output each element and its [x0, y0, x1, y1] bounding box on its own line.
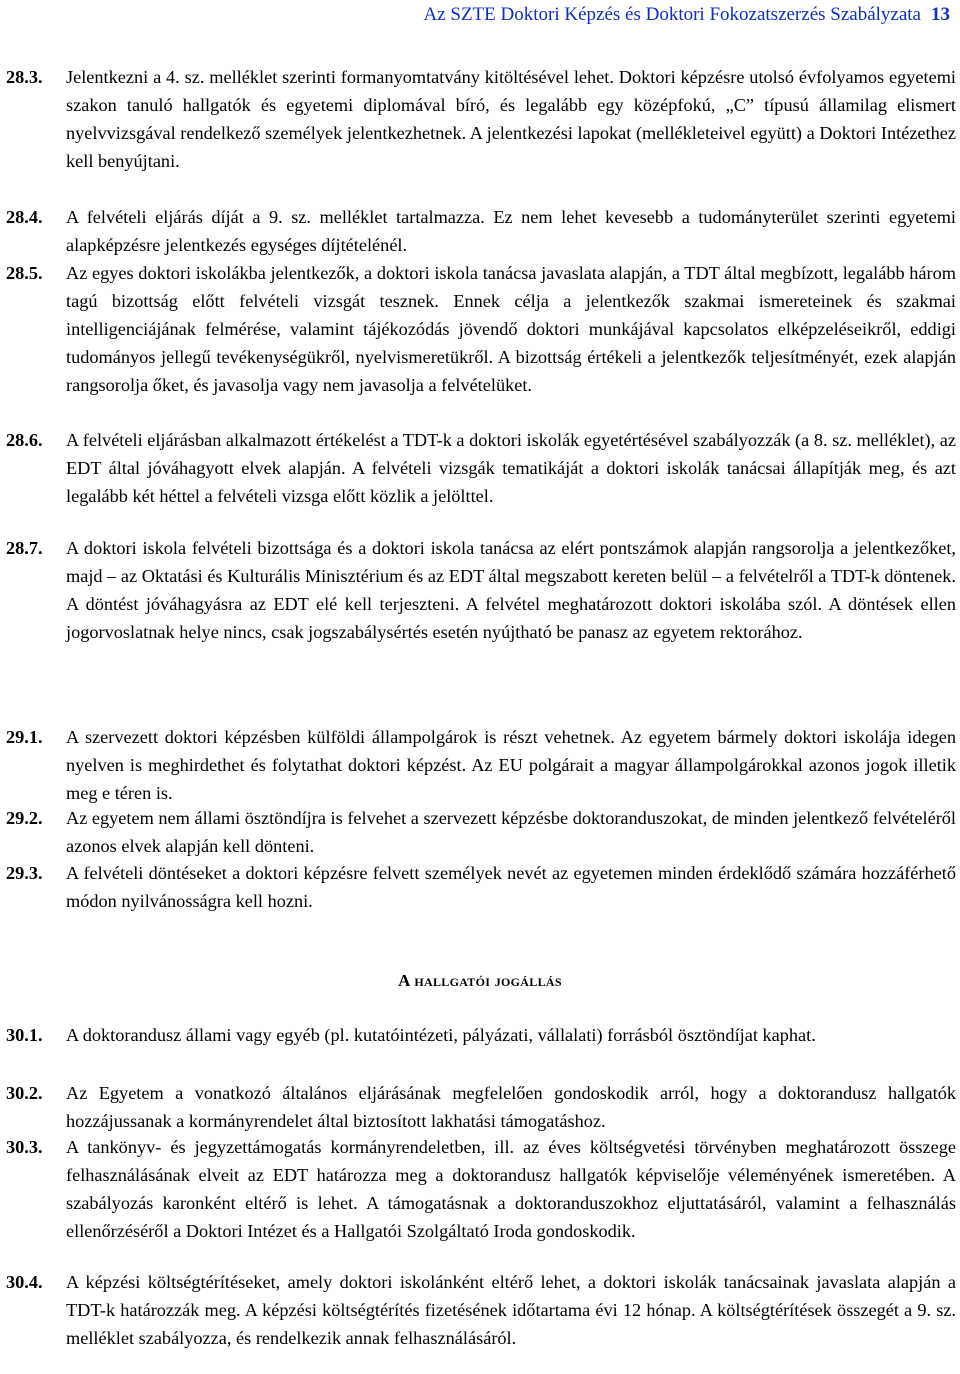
paragraph-number: 30.1. — [6, 1025, 43, 1045]
header-title: Az SZTE Doktori Képzés és Doktori Fokozatszerzés Szabályzata — [423, 4, 921, 25]
paragraph-number: 28.6. — [6, 430, 43, 450]
paragraph-text: A tankönyv- és jegyzettámogatás kormányrendeletben, ill. az éves költségvetési törvényben meghatározott összege felhasználásának elveit az EDT határozza meg a doktorandusz hallgatók képviselője véleményének ismeretében. A szabályozás karonként eltérő is lehet. A támogatásnak a doktoranduszokhoz eljuttatásáról, valamint a felhasználás ellenőrzéséről a Doktori Intézet és a Hallgatói Szolgáltató Iroda gondoskodik. — [66, 1137, 956, 1241]
paragraph-29-1 — [6, 723, 956, 807]
paragraph-number: 28.7. — [6, 538, 43, 558]
paragraph-28-6 — [6, 426, 956, 510]
paragraph-text: A felvételi döntéseket a doktori képzésre felvett személyek nevét az egyetemen minden érdeklődő számára hozzáférhető módon nyilvánosságra kell hozni. — [66, 863, 956, 911]
paragraph-29-2 — [6, 804, 956, 860]
section-heading: A hallgatói jogállás — [398, 971, 562, 990]
paragraph-29-3 — [6, 859, 956, 915]
paragraph-number: 28.5. — [6, 263, 43, 283]
paragraph-text: Jelentkezni a 4. sz. melléklet szerinti formanyomtatvány kitöltésével lehet. Doktori képzésre utolsó évfolyamos egyetemi szakon tanuló hallgatók és egyetemi diplomával bíró, és legalább egy középfokú, „C” típusú államilag elismert nyelvvizsgával rendelkező személyek jelentkezhetnek. A jelentkezési lapokat (mellékleteivel együtt) a Doktori Intézethez kell benyújtani. — [66, 67, 956, 171]
paragraph-30-2 — [6, 1079, 956, 1135]
paragraph-30-1 — [6, 1021, 956, 1049]
paragraph-number: 29.2. — [6, 808, 43, 828]
paragraph-text: Az egyetem nem állami ösztöndíjra is felvehet a szervezett képzésbe doktoranduszokat, de minden jelentkező felvételéről azonos elvek alapján kell dönteni. — [66, 808, 956, 856]
paragraph-number: 30.4. — [6, 1272, 43, 1292]
paragraph-28-5 — [6, 259, 956, 399]
paragraph-text: A szervezett doktori képzésben külföldi állampolgárok is részt vehetnek. Az egyetem bármely doktori iskolája idegen nyelven is meghirdethet és folytathat doktori képzést. Az EU polgárait a magyar állampolgárokkal azonos jogok illetik meg e téren is. — [66, 727, 956, 803]
paragraph-text: Az Egyetem a vonatkozó általános eljárásának megfelelően gondoskodik arról, hogy a doktorandusz hallgatók hozzájussanak a kormányrendelet által biztosított lakhatási támogatáshoz. — [66, 1083, 956, 1131]
paragraph-text: A felvételi eljárás díját a 9. sz. melléklet tartalmazza. Ez nem lehet kevesebb a tudományterület szerinti egyetemi alapképzésre jelentkezés egységes díjtételénél. — [66, 207, 956, 255]
paragraph-number: 30.3. — [6, 1137, 43, 1157]
running-header — [423, 4, 950, 26]
paragraph-28-4 — [6, 203, 956, 259]
paragraph-text: A doktorandusz állami vagy egyéb (pl. kutatóintézeti, pályázati, vállalati) forrásból ösztöndíjat kaphat. — [66, 1025, 816, 1045]
paragraph-number: 29.1. — [6, 727, 43, 747]
paragraph-number: 29.3. — [6, 863, 43, 883]
paragraph-28-7 — [6, 534, 956, 646]
paragraph-text: A doktori iskola felvételi bizottsága és a doktori iskola tanácsa az elért pontszámok alapján rangsorolja a jelentkezőket, majd – az Oktatási és Kulturális Minisztérium és az EDT által megszabott kereten belül – a felvételről a TDT-k döntenek. A döntést jóváhagyásra az EDT elé kell terjeszteni. A felvétel meghatározott doktori iskolába szól. A döntések ellen jogorvoslatnak helye nincs, csak jogszabálysértés esetén nyújtható be panasz az egyetem rektorához. — [66, 538, 956, 642]
page-number: 13 — [931, 4, 950, 25]
paragraph-number: 30.2. — [6, 1083, 43, 1103]
paragraph-number: 28.4. — [6, 207, 43, 227]
paragraph-30-3 — [6, 1133, 956, 1245]
paragraph-30-4 — [6, 1268, 956, 1352]
paragraph-number: 28.3. — [6, 67, 43, 87]
paragraph-text: A felvételi eljárásban alkalmazott értékelést a TDT-k a doktori iskolák egyetértésével szabályozzák (a 8. sz. melléklet), az EDT által jóváhagyott elvek alapján. A felvételi vizsgák tematikáját a doktori iskolák tanácsai állapítják meg, és azt legalább két héttel a felvételi vizsga előtt közlik a jelölttel. — [66, 430, 956, 506]
paragraph-text: Az egyes doktori iskolákba jelentkezők, a doktori iskola tanácsa javaslata alapján, a TDT által megbízott, legalább három tagú bizottság előtt felvételi vizsgát tesznek. Ennek célja a jelentkezők szakmai ismereteinek és szakmai intelligenciájának felmérése, valamint tájékozódás jövendő doktori munkájával kapcsolatos elképzeléseikről, eddigi tudományos jellegű tevékenységükről, nyelvismeretükről. A bizottság értékeli a jelentkezők teljesítményét, ezek alapján rangsorolja őket, és javasolja vagy nem javasolja a felvételüket. — [66, 263, 956, 395]
paragraph-text: A képzési költségtérítéseket, amely doktori iskolánként eltérő lehet, a doktori iskolák tanácsainak javaslata alapján a TDT-k határozzák meg. A képzési költségtérítés fizetésének időtartama évi 12 hónap. A költségtérítések összegét a 9. sz. melléklet szabályozza, és rendelkezik annak felhasználásáról. — [66, 1272, 956, 1348]
paragraph-28-3 — [6, 63, 956, 175]
